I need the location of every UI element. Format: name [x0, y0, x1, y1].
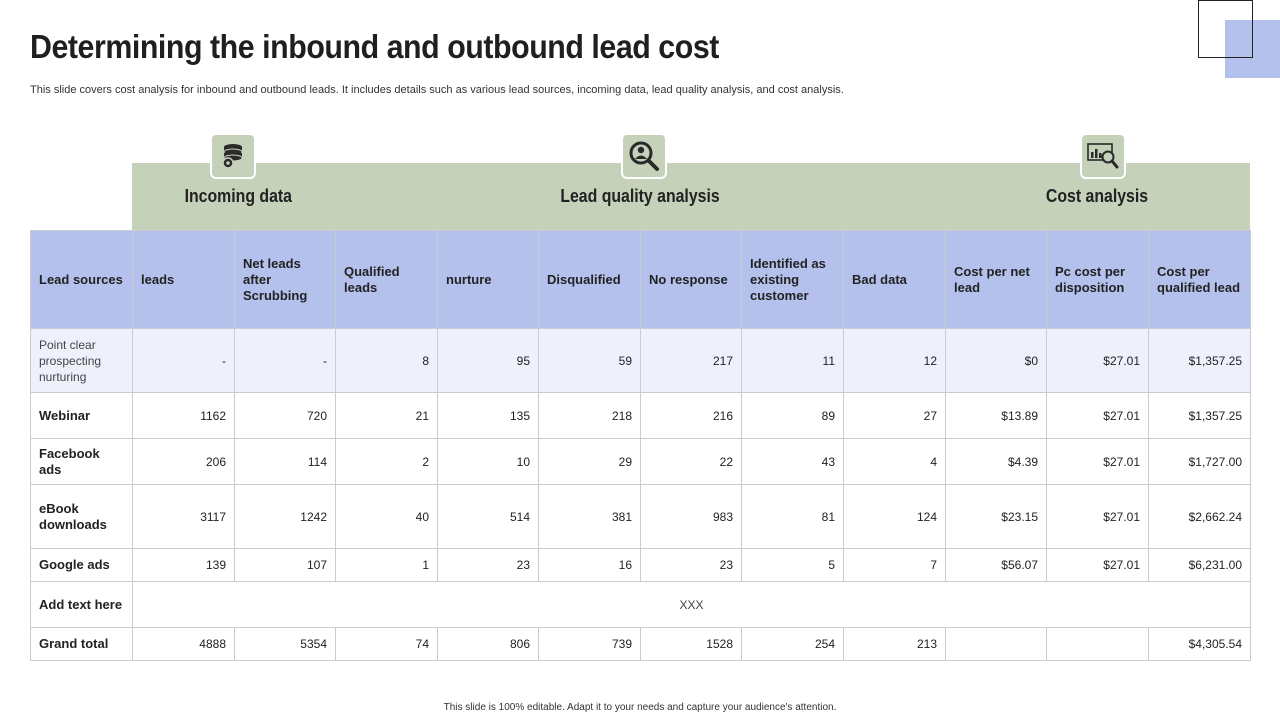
table-cell: 720 — [235, 393, 336, 439]
table-cell: 139 — [133, 549, 235, 582]
table-cell: 135 — [438, 393, 539, 439]
column-header: Bad data — [844, 231, 946, 329]
table-cell: $23.15 — [946, 485, 1047, 549]
column-header: Pc cost per disposition — [1047, 231, 1149, 329]
table-row — [31, 439, 1251, 485]
grand-total-row — [31, 628, 1251, 661]
table-cell: 381 — [539, 485, 641, 549]
table-cell: 114 — [235, 439, 336, 485]
table-cell: $1,727.00 — [1149, 439, 1251, 485]
table-cell: 514 — [438, 485, 539, 549]
table-cell: 983 — [641, 485, 742, 549]
table-cell: 27 — [844, 393, 946, 439]
lead-quality-icon-box — [621, 133, 667, 179]
table-cell: $56.07 — [946, 549, 1047, 582]
table-cell: 216 — [641, 393, 742, 439]
table-cell: 40 — [336, 485, 438, 549]
table-cell: - — [133, 329, 235, 393]
table-cell: 43 — [742, 439, 844, 485]
table-cell: 1242 — [235, 485, 336, 549]
table-cell: 81 — [742, 485, 844, 549]
table-cell: 1 — [336, 549, 438, 582]
page-title: Determining the inbound and outbound lead cost — [30, 28, 719, 65]
table-cell: $1,357.25 — [1149, 329, 1251, 393]
table-cell: 124 — [844, 485, 946, 549]
table-cell — [1047, 628, 1149, 661]
database-gear-icon — [219, 142, 247, 170]
table-cell: $2,662.24 — [1149, 485, 1251, 549]
table-row — [31, 393, 1251, 439]
row-label: Add text here — [31, 582, 133, 628]
table-cell: 254 — [742, 628, 844, 661]
band-label-incoming-data: Incoming data — [184, 186, 292, 206]
chart-magnifier-icon — [1086, 141, 1120, 171]
table-row — [31, 329, 1251, 393]
table-cell: $1,357.25 — [1149, 393, 1251, 439]
page-subtitle: This slide covers cost analysis for inbound and outbound leads. It includes details such as various lead sources, incoming data, lead quality analysis, and cost analysis. — [30, 84, 844, 96]
column-header: Cost per qualified lead — [1149, 231, 1251, 329]
table-cell: 29 — [539, 439, 641, 485]
table-cell: 22 — [641, 439, 742, 485]
table-cell: 1162 — [133, 393, 235, 439]
band-label-cost-analysis: Cost analysis — [1045, 186, 1149, 206]
table-cell: 74 — [336, 628, 438, 661]
table-cell: $0 — [946, 329, 1047, 393]
row-label: Webinar — [31, 393, 133, 439]
table-cell: 21 — [336, 393, 438, 439]
corner-accent-frame — [1198, 0, 1253, 58]
table-row — [31, 549, 1251, 582]
table-cell: - — [235, 329, 336, 393]
table-cell: $4.39 — [946, 439, 1047, 485]
table-cell: 8 — [336, 329, 438, 393]
table-cell: 213 — [844, 628, 946, 661]
footer-note: This slide is 100% editable. Adapt it to your needs and capture your audience's attention. — [443, 702, 837, 713]
table-cell: 16 — [539, 549, 641, 582]
table-cell: $27.01 — [1047, 439, 1149, 485]
table-cell: 5354 — [235, 628, 336, 661]
table-cell: 7 — [844, 549, 946, 582]
table-cell: 217 — [641, 329, 742, 393]
row-label: Facebook ads — [31, 439, 133, 485]
table-cell: 806 — [438, 628, 539, 661]
table-cell: 5 — [742, 549, 844, 582]
table-cell: 23 — [641, 549, 742, 582]
table-row — [31, 582, 1251, 628]
band-label-lead-quality: Lead quality analysis — [560, 186, 720, 206]
table-cell: 23 — [438, 549, 539, 582]
row-label: eBook downloads — [31, 485, 133, 549]
row-label: Google ads — [31, 549, 133, 582]
table-cell: 12 — [844, 329, 946, 393]
table-cell: 218 — [539, 393, 641, 439]
table-header-row — [31, 231, 1251, 329]
row-label: Grand total — [31, 628, 133, 661]
table-cell: 2 — [336, 439, 438, 485]
column-header: Net leads after Scrubbing — [235, 231, 336, 329]
table-cell: $27.01 — [1047, 549, 1149, 582]
column-header: Disqualified — [539, 231, 641, 329]
table-cell: 11 — [742, 329, 844, 393]
table-cell: $27.01 — [1047, 329, 1149, 393]
column-header: No response — [641, 231, 742, 329]
table-cell: 89 — [742, 393, 844, 439]
lead-cost-table — [30, 230, 1251, 661]
row-label: Point clear prospecting nurturing — [31, 329, 133, 393]
table-cell: $4,305.54 — [1149, 628, 1251, 661]
magnifier-user-icon — [628, 140, 660, 172]
table-cell: 95 — [438, 329, 539, 393]
table-row — [31, 485, 1251, 549]
table-cell: $27.01 — [1047, 485, 1149, 549]
incoming-data-icon-box — [210, 133, 256, 179]
column-header: Cost per net lead — [946, 231, 1047, 329]
table-cell: $13.89 — [946, 393, 1047, 439]
cost-analysis-icon-box — [1080, 133, 1126, 179]
table-cell: 4 — [844, 439, 946, 485]
table-cell: 4888 — [133, 628, 235, 661]
table-cell: $27.01 — [1047, 393, 1149, 439]
table-cell: 107 — [235, 549, 336, 582]
table-cell — [946, 628, 1047, 661]
column-header: Lead sources — [31, 231, 133, 329]
table-cell: 739 — [539, 628, 641, 661]
table-cell: $6,231.00 — [1149, 549, 1251, 582]
table-cell: 206 — [133, 439, 235, 485]
placeholder-text-cell: XXX — [133, 582, 1251, 628]
table-cell: 3117 — [133, 485, 235, 549]
column-header: nurture — [438, 231, 539, 329]
column-header: leads — [133, 231, 235, 329]
table-cell: 1528 — [641, 628, 742, 661]
column-header: Qualified leads — [336, 231, 438, 329]
table-cell: 10 — [438, 439, 539, 485]
table-cell: 59 — [539, 329, 641, 393]
column-header: Identified as existing customer — [742, 231, 844, 329]
